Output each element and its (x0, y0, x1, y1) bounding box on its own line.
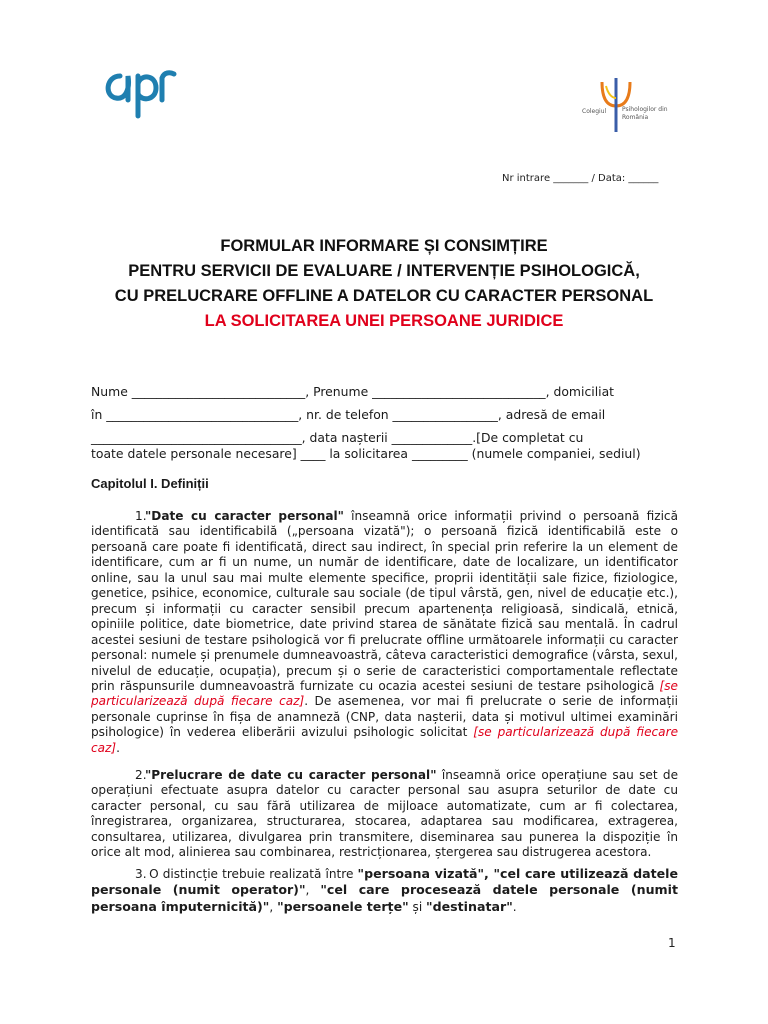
definition-2 (91, 768, 678, 861)
page-number: 1 (668, 936, 676, 950)
definition-3-term-4: "destinatar" (426, 898, 513, 914)
title-line-3: CU PRELUCRARE OFFLINE A DATELOR CU CARACTER PERSONAL (114, 287, 654, 305)
form-line-2: în _______________________________, nr. de telefon _________________, adresă de email (91, 407, 606, 422)
definition-3-sep-2: , (269, 899, 278, 914)
definition-1-note-2: [se particularizează după fiecare caz] (91, 725, 679, 755)
form-line-1: Nume ____________________________, Prenume ____________________________, domiciliat (91, 384, 615, 399)
definition-3-text: O distincție trebuie realizată între (145, 867, 358, 881)
title-line-1: FORMULAR INFORMARE ȘI CONSIMȚIRE (220, 237, 548, 255)
psi-icon (596, 72, 636, 136)
definition-3-term-2: "cel care procesează datele personale (numit persoana împuternicită)" (91, 882, 678, 914)
title-line-2: PENTRU SERVICII DE EVALUARE / INTERVENȚIE PSIHOLOGICĂ, (128, 262, 640, 280)
registration-number-field: Nr intrare _______ / Data: ______ (502, 173, 659, 184)
definition-1-number: 1. (135, 509, 147, 523)
definition-2-term: "Prelucrare de date cu caracter personal" (145, 768, 437, 782)
apr-logo-icon (100, 62, 180, 132)
cpr-logo-text-2: Psihologilor din România (622, 106, 668, 121)
apr-logo (100, 62, 180, 132)
definition-1-term: "Date cu caracter personal" (145, 509, 344, 523)
definition-3-end: . (512, 899, 517, 914)
definition-3-number: 3. (135, 867, 147, 881)
definition-1-text-3: . (116, 740, 120, 755)
definition-3-sep-1: , (305, 883, 321, 898)
definition-3-sep-3: și (408, 899, 427, 914)
form-line-4: toate datele personale necesare] ____ la solicitarea _________ (numele companiei, sediul) (91, 446, 641, 461)
definition-3-term-3: "persoanele terțe" (277, 898, 409, 914)
definition-1-note-1: [se particularizează după fiecare caz] (91, 678, 678, 709)
definition-2-text: înseamnă orice operațiune sau set de operațiuni efectuate asupra datelor cu caracter personal sau asupra seturilor de date cu caracter personal, cu sau fără utilizarea de mijloace automatizate, cum ar fi colectarea, înregistrarea, organizarea, structurarea, stocarea, adaptarea sau modificarea, extragerea, consultarea, utilizarea, divulgarea prin transmitere, diseminarea sau punerea la dispoziție în orice alt mod, alinierea sau combinarea, restricționarea, ștergerea sau distrugerea acestora. (91, 768, 679, 860)
cpr-logo (582, 72, 672, 142)
definition-1-text: înseamnă orice informații privind o persoană fizică identificată sau identificabilă („persoana vizată"); o persoană fizică identificabilă este o persoană care poate fi identificată, direct sau indirect, în special prin referire la un element de identificare, cum ar fi un nume, un număr de identificare, date de localizare, un identificator online, sau la unul sau mai multe elemente specifice, proprii identității sale fizice, fiziologice, genetice, psihice, economice, culturale sau sociale (de tipul vârstă, gen, nivel de educație etc.), precum și informații cu caracter sensibil precum apartenența religioasă, sindicală, etnică, opiniile politice, date biometrice, date privind starea de sănătate fizică sau mentală. În cadrul acestei sesiuni de testare psihologică vor fi prelucrate offline următoarele informații cu caracter personal: numele și prenumele dumneavoastră, câteva caracteristici demografice (vârsta, sexul, nivelul de educație, ocupația), precum și o serie de caracteristici comportamentale reflectate prin răspunsurile dumneavoastră furnizate cu ocazia acestei sesiuni de testare psihologică (91, 509, 678, 693)
chapter-title: Capitolul I. Definiții (91, 476, 209, 491)
definition-1-text-2: . De asemenea, vor mai fi prelucrate o serie de informații personale cuprinse în fișa de anamneză (CNP, data nașterii, data și motivul ultimei examinări psihologice) în vederea eliberării avizului psihologic solicitat (91, 694, 678, 740)
definition-3-term-1: "persoana vizată", "cel care utilizează datele personale (numit operator)" (91, 866, 679, 898)
form-line-3: __________________________________, data nașterii _____________.[De completat cu (91, 430, 584, 445)
title-line-4: LA SOLICITAREA UNEI PERSOANE JURIDICE (204, 312, 564, 330)
definition-1 (91, 509, 678, 756)
definition-2-number: 2. (135, 768, 147, 782)
cpr-logo-text-1: Colegiul (582, 108, 607, 115)
definition-3 (91, 866, 678, 915)
